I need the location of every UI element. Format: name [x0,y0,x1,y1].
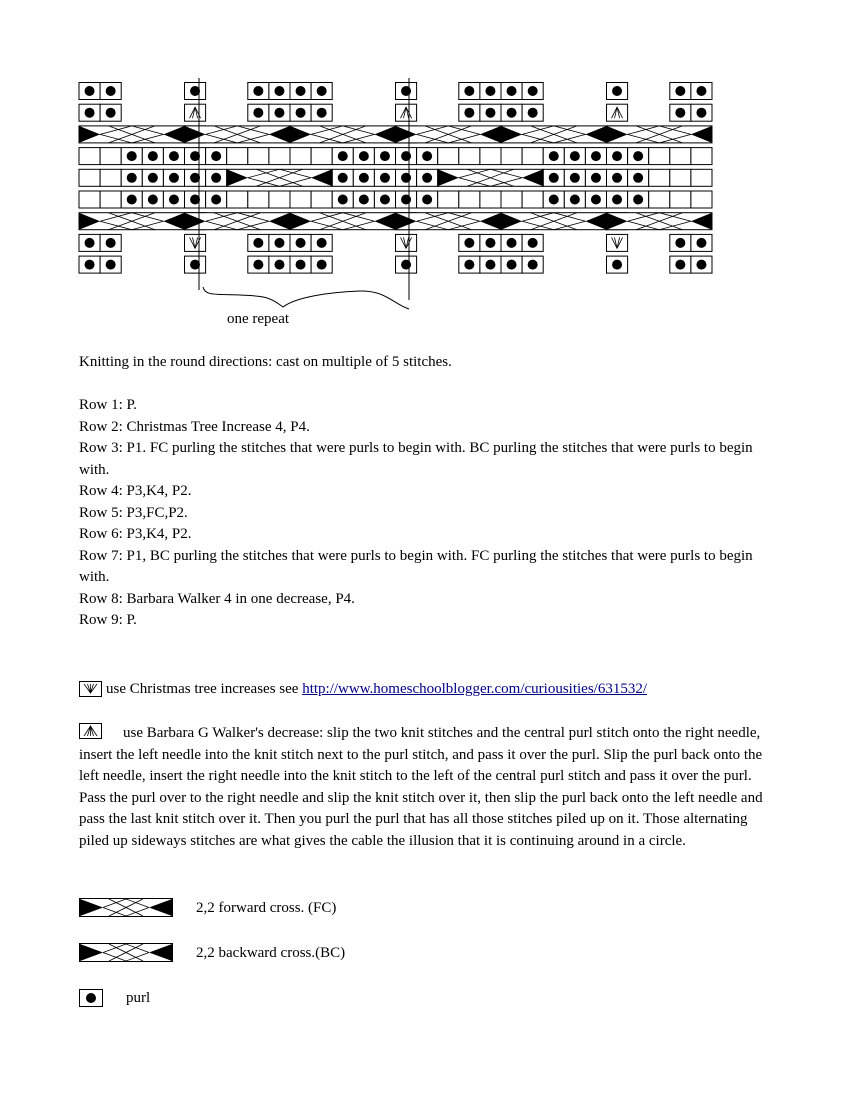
purl-mark [591,195,601,205]
decrease-note-text: use Barbara G Walker's decrease: slip the two knit stitches and the central purl stitch onto the right needle, insert the left needle into the knit stitch next to the purl stitch, and pass it over the purl. Slip the purl back onto the left needle, insert the right needle into the knit stitch to the left of the central purl stitch and pass it over the purl. Pass the purl over to the right needle and slip the knit stitch over it, then slip the purl back onto the left needle and pass the last knit stitch over it. Then you purl the purl that has all those stitches piled up on it. Those alternating piled up sideways stitches are what gives the cable the illusion that it is continuing around in a circle. [79,725,763,849]
purl-mark [507,108,517,118]
purl-mark [633,195,643,205]
purl-mark [338,151,348,161]
purl-mark [211,173,221,183]
purl-mark [85,238,95,248]
chart-cell [79,191,100,208]
chart-cell [670,169,691,186]
chart-cell [311,148,332,165]
chart-cell [501,191,522,208]
chart-cell [480,191,501,208]
purl-mark [696,238,706,248]
directions [79,352,779,632]
increase-note-text: use Christmas tree increases see [106,681,303,697]
chart-cell [100,191,121,208]
purl-mark [549,195,559,205]
purl-mark [570,151,580,161]
legend-purl [79,989,150,1008]
purl-mark [338,195,348,205]
intro-text: Knitting in the round directions: cast on multiple of 5 stitches. [79,354,452,370]
purl-mark [528,108,538,118]
chart-cell [501,148,522,165]
chart-cell [670,191,691,208]
purl-mark [274,238,284,248]
purl-mark [570,173,580,183]
chart-cell [522,191,543,208]
chart-cell [79,169,100,186]
purl-mark [675,238,685,248]
purl-mark [169,195,179,205]
purl-mark [317,238,327,248]
purl-mark [612,260,622,270]
purl-mark [401,86,411,96]
purl-mark [359,151,369,161]
purl-mark [253,260,263,270]
purl-mark [485,108,495,118]
legend-purl-label: purl [126,990,151,1006]
purl-mark [591,173,601,183]
purl-mark [675,260,685,270]
purl-mark [696,86,706,96]
chart-cell [438,148,459,165]
chart-cell [290,191,311,208]
legend-fc [79,898,336,918]
purl-mark [253,86,263,96]
purl-mark [464,86,474,96]
purl-mark [696,108,706,118]
purl-mark [106,86,116,96]
purl-mark [591,151,601,161]
row-4: Row 4: P3,K4, P2. [79,483,192,499]
purl-mark [296,238,306,248]
row-1: Row 1: P. [79,397,137,413]
purl-mark [253,238,263,248]
purl-mark [401,260,411,270]
purl-mark [127,173,137,183]
purl-mark [106,108,116,118]
chart-cell [438,191,459,208]
purl-mark [85,108,95,118]
backward-cross-icon [79,943,174,963]
forward-cross-icon [79,898,174,918]
chart-cell [459,148,480,165]
purl-mark [507,238,517,248]
purl-mark [148,151,158,161]
purl-mark [401,195,411,205]
purl-mark [675,108,685,118]
purl-mark [317,260,327,270]
chart-cell [522,148,543,165]
row-2: Row 2: Christmas Tree Increase 4, P4. [79,418,310,435]
chart-cell [248,191,269,208]
purl-mark [106,260,116,270]
legend-bc [79,943,345,963]
purl-mark [380,151,390,161]
repeat-label: one repeat [227,311,290,327]
chart-cell [649,148,670,165]
purl-mark [528,238,538,248]
purl-mark [106,238,116,248]
chart-cell [290,148,311,165]
purl-mark [696,260,706,270]
chart-cell [269,148,290,165]
purl-mark [422,151,432,161]
increase-note [79,679,647,699]
increase-link[interactable]: http://www.homeschoolblogger.com/curiousities/631532/ [302,681,648,697]
purl-mark [253,108,263,118]
row-8: Row 8: Barbara Walker 4 in one decrease, P4. [79,590,355,607]
purl-mark [464,238,474,248]
row-9: Row 9: P. [79,612,137,628]
purl-mark [296,108,306,118]
chart-cell [649,191,670,208]
chart-cell [248,148,269,165]
purl-mark [612,173,622,183]
purl-mark [338,173,348,183]
purl-mark [507,86,517,96]
purl-mark [85,86,95,96]
chart-cell [227,191,248,208]
purl-mark [211,151,221,161]
chart-cell [459,191,480,208]
chart-cell [670,148,691,165]
purl-mark [401,173,411,183]
purl-mark [359,195,369,205]
repeat-brace [203,287,409,309]
walker-decrease-icon [79,723,103,740]
purl-mark [380,173,390,183]
chart-cell [691,169,712,186]
purl-mark [317,108,327,118]
purl-mark [612,151,622,161]
chart-cell [691,191,712,208]
purl-mark [148,173,158,183]
chart-cell [269,191,290,208]
purl-mark [359,173,369,183]
row-6: Row 6: P3,K4, P2. [79,526,192,542]
purl-mark [169,173,179,183]
purl-mark [549,173,559,183]
decrease-note [79,723,779,852]
purl-mark [464,260,474,270]
purl-mark [528,260,538,270]
purl-mark [274,260,284,270]
purl-mark [148,195,158,205]
purl-mark [296,260,306,270]
chart-cell [79,148,100,165]
legend-bc-label: 2,2 backward cross.(BC) [196,944,346,961]
purl-mark [274,86,284,96]
purl-mark [211,195,221,205]
chart-cell [311,191,332,208]
purl-mark [127,151,137,161]
chart-cell [100,169,121,186]
purl-mark [485,260,495,270]
purl-mark [380,195,390,205]
purl-mark [633,151,643,161]
purl-mark [612,86,622,96]
purl-mark [422,173,432,183]
purl-mark [528,86,538,96]
chart-cell [100,148,121,165]
purl-mark [169,151,179,161]
chart-cell [227,148,248,165]
purl-mark [485,238,495,248]
purl-mark [464,108,474,118]
purl-mark [485,86,495,96]
chart-cell [691,148,712,165]
row-3: Row 3: P1. FC purling the stitches that were purls to begin with. BC purling the stitches that were purls to begin with. [79,440,753,478]
row-5: Row 5: P3,FC,P2. [79,504,188,521]
purl-mark [85,260,95,270]
purl-mark [612,195,622,205]
row-7: Row 7: P1, BC purling the stitches that were purls to begin with. FC purling the stitches that were purls to begin with. [79,547,753,585]
purl-mark [675,86,685,96]
purl-mark [317,86,327,96]
purl-mark [549,151,559,161]
purl-mark [570,195,580,205]
legend-fc-label: 2,2 forward cross. (FC) [196,899,337,916]
purl-mark [422,195,432,205]
purl-icon [79,989,104,1008]
purl-mark [633,173,643,183]
chart-cell [649,169,670,186]
chart-cell [480,148,501,165]
purl-mark [127,195,137,205]
christmas-tree-increase-icon [79,681,103,698]
purl-mark [401,151,411,161]
purl-mark [507,260,517,270]
knitting-chart [0,0,849,330]
purl-mark [296,86,306,96]
purl-mark [274,108,284,118]
